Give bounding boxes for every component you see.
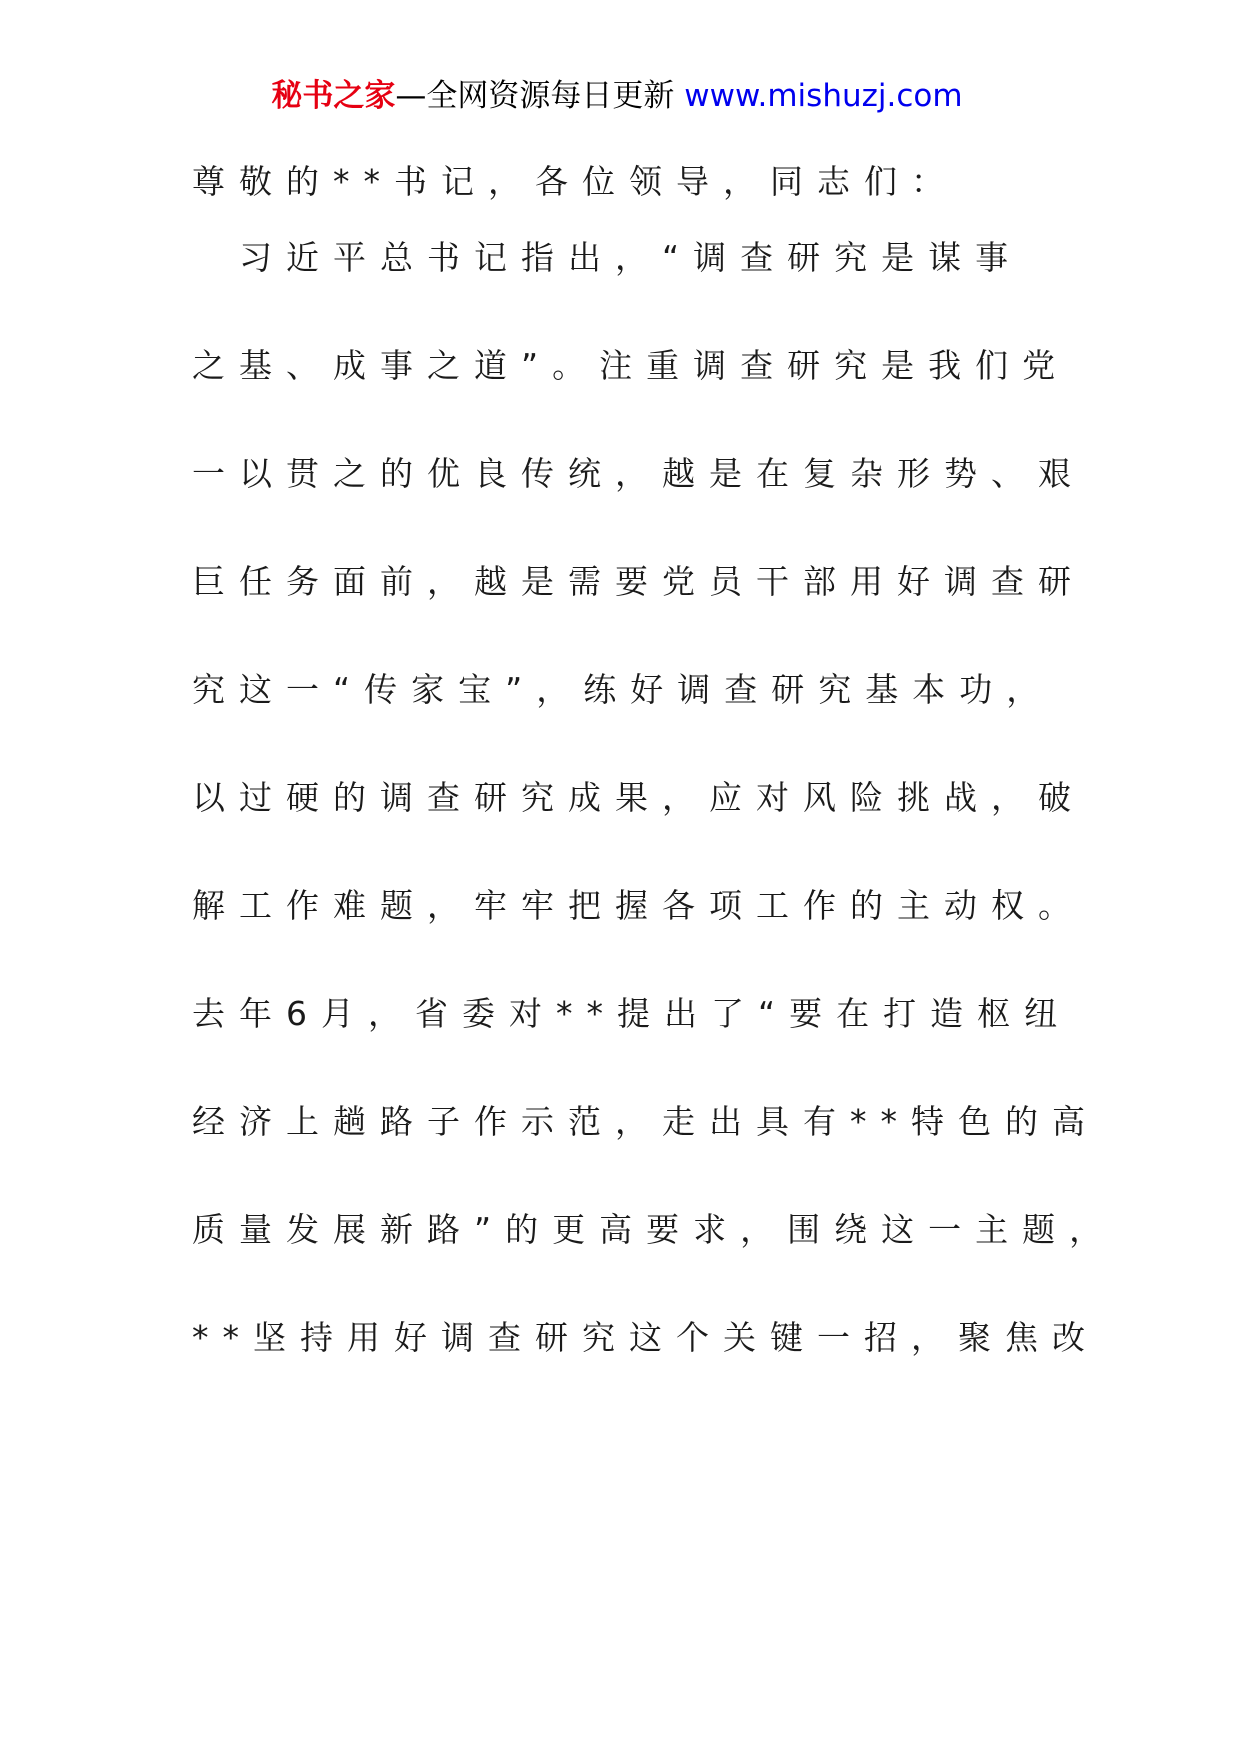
site-header [0, 70, 1234, 122]
brand-name: 秘书之家 [271, 78, 396, 114]
paragraph-line: 去年6月，省委对**提出了“要在打造枢纽 [192, 994, 1072, 1033]
paragraph-line: 巨任务面前，越是需要党员干部用好调查研 [192, 562, 1085, 601]
paragraph-line: 解工作难题，牢牢把握各项工作的主动权。 [192, 886, 1085, 925]
paragraph-line: 究这一“传家宝”，练好调查研究基本功， [192, 670, 1054, 709]
paragraph-line: 质量发展新路”的更高要求，围绕这一主题， [192, 1210, 1117, 1249]
header-tagline: —全网资源每日更新 [395, 78, 685, 114]
paragraph-line: 之基、成事之道”。注重调查研究是我们党 [192, 346, 1070, 385]
paragraph-line: **坚持用好调查研究这个关键一招，聚焦改 [192, 1318, 1099, 1357]
paragraph-line: 经济上趟路子作示范，走出具有**特色的高 [192, 1102, 1099, 1141]
salutation: 尊敬的**书记，各位领导，同志们： [192, 162, 958, 201]
paragraph-line: 习近平总书记指出，“调查研究是谋事 [192, 238, 1023, 277]
site-url-link[interactable]: www.mishuzj.com [684, 78, 963, 114]
paragraph-line: 一以贯之的优良传统，越是在复杂形势、艰 [192, 454, 1085, 493]
paragraph-line: 以过硬的调查研究成果，应对风险挑战，破 [192, 778, 1085, 817]
